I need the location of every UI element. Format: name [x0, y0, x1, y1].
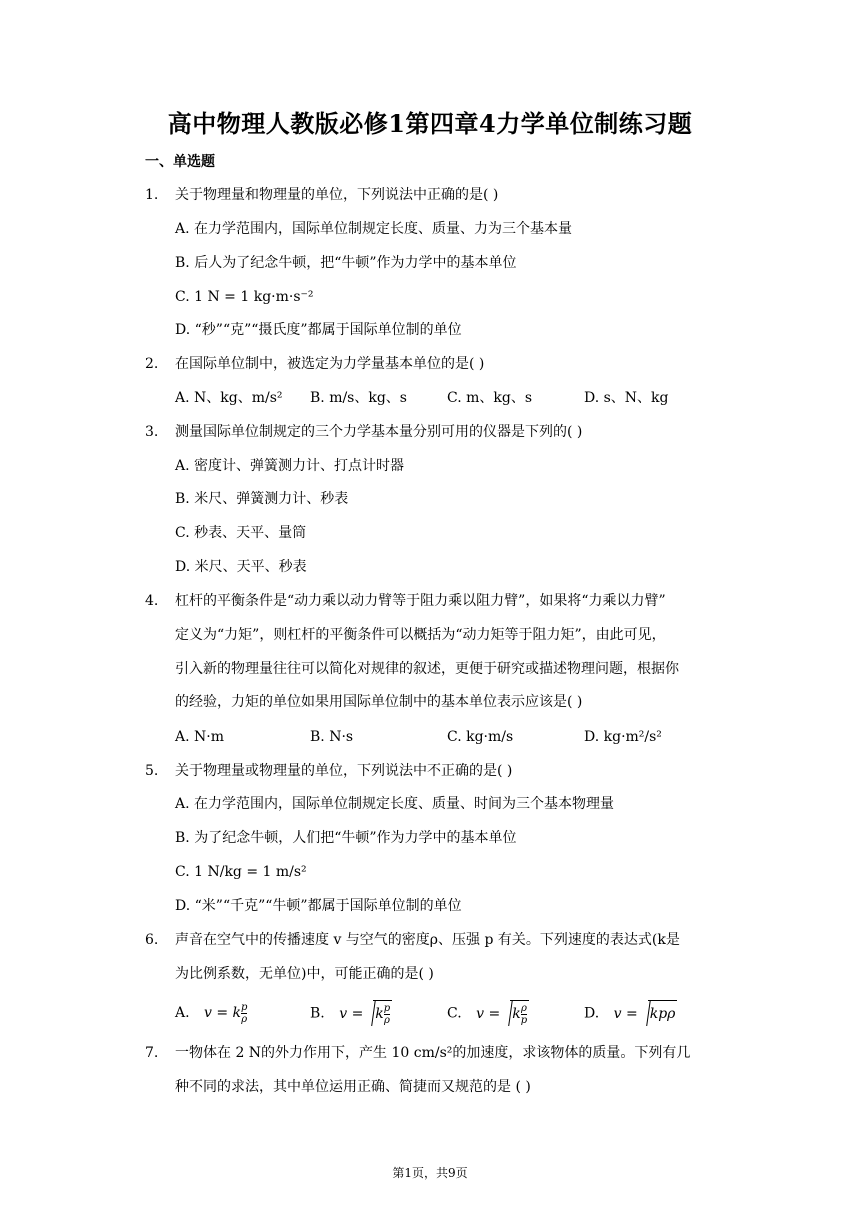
option-a: A. 在力学范围内，国际单位制规定长度、质量、力为三个基本量 [175, 221, 573, 237]
question-text: 定义为“力矩”，则杠杆的平衡条件可以概括为“动力矩等于阻力矩”，由此可见， [175, 627, 666, 643]
option-c-formula: C. v = k $\frac{\rho}{p}$ [447, 1000, 529, 1027]
section-heading: 一、单选题 [145, 154, 215, 170]
option-c: C. kg·m/s [447, 729, 514, 745]
question-text: 的经验，力矩的单位如果用国际单位制中的基本单位表示应该是( ) [175, 694, 583, 710]
option-b-formula: B. v = k $\frac{p}{\rho}$ [310, 1000, 392, 1027]
option-a: A. 密度计、弹簧测力计、打点计时器 [175, 458, 405, 474]
page-footer: 第1页，共9页 [392, 1166, 468, 1180]
question-text: 在国际单位制中，被选定为力学量基本单位的是( ) [175, 356, 485, 372]
question-text: 引入新的物理量往往可以简化对规律的叙述，更便于研究或描述物理问题，根据你 [175, 661, 679, 677]
question-text: 为比例系数，无单位)中，可能正确的是( ) [175, 966, 434, 982]
option-c: C. 1 N/kg = 1 m/s² [175, 864, 307, 880]
page-title: 高中物理人教版必修1第四章4力学单位制练习题 [167, 109, 693, 138]
option-b: B. N·s [310, 729, 354, 745]
option-a: A. N·m [175, 729, 224, 745]
option-a-formula: A. v = k $\frac{p}{\rho}$ [175, 1001, 248, 1025]
option-d: D. “米”“千克”“牛顿”都属于国际单位制的单位 [175, 898, 462, 914]
option-b: B. 为了纪念牛顿，人们把“牛顿”作为力学中的基本单位 [175, 830, 517, 846]
question-text: 关于物理量和物理量的单位，下列说法中正确的是( ) [175, 187, 499, 203]
question-text: 杠杆的平衡条件是“动力乘以动力臂等于阻力乘以阻力臂”，如果将“力乘以力臂” [175, 593, 666, 609]
question-number: 7. [145, 1045, 159, 1061]
question-number: 6. [145, 932, 159, 948]
question-text: 测量国际单位制规定的三个力学基本量分别可用的仪器是下列的( ) [175, 424, 583, 440]
question-number: 5. [145, 763, 159, 779]
option-b: B. 米尺、弹簧测力计、秒表 [175, 491, 349, 507]
question-number: 4. [145, 593, 159, 609]
option-b-label: B. [310, 1005, 325, 1022]
option-c: C. 1 N = 1 kg·m·s⁻² [175, 289, 314, 305]
question-number: 3. [145, 424, 159, 440]
option-b: B. m/s、kg、s [310, 390, 407, 406]
option-d-formula: D. v = kpρ [584, 1000, 677, 1027]
option-c-label: C. [447, 1005, 462, 1022]
option-a: A. N、kg、m/s² [175, 390, 283, 406]
sqrt-sign: k $\frac{\rho}{p}$ [510, 1000, 529, 1027]
question-text: 种不同的求法，其中单位运用正确、简捷而又规范的是 ( ) [175, 1079, 531, 1095]
option-c: C. 秒表、天平、量筒 [175, 525, 307, 541]
sqrt-sign: kpρ [648, 1000, 678, 1027]
question-text: 声音在空气中的传播速度 v 与空气的密度ρ、压强 p 有关。下列速度的表达式(k是 [175, 932, 680, 948]
option-d: D. s、N、kg [584, 390, 669, 406]
question-number: 1. [145, 187, 159, 203]
question-text: 一物体在 2 N的外力作用下，产生 10 cm/s²的加速度，求该物体的质量。下列有几 [175, 1045, 691, 1061]
question-number: 2. [145, 356, 159, 372]
option-d: D. kg·m²/s² [584, 729, 662, 745]
option-d: D. “秒”“克”“摄氏度”都属于国际单位制的单位 [175, 322, 462, 338]
option-a-label: A. [175, 1005, 190, 1021]
question-text: 关于物理量或物理量的单位，下列说法中不正确的是( ) [175, 763, 513, 779]
sqrt-sign: k $\frac{p}{\rho}$ [373, 1000, 392, 1027]
option-a: A. 在力学范围内，国际单位制规定长度、质量、时间为三个基本物理量 [175, 796, 615, 812]
option-d: D. 米尺、天平、秒表 [175, 559, 307, 575]
option-c: C. m、kg、s [447, 390, 533, 406]
fraction-p-over-rho: $\frac{p}{\rho}$ [241, 1001, 248, 1025]
option-b: B. 后人为了纪念牛顿，把“牛顿”作为力学中的基本单位 [175, 255, 517, 271]
option-d-label: D. [584, 1005, 600, 1022]
